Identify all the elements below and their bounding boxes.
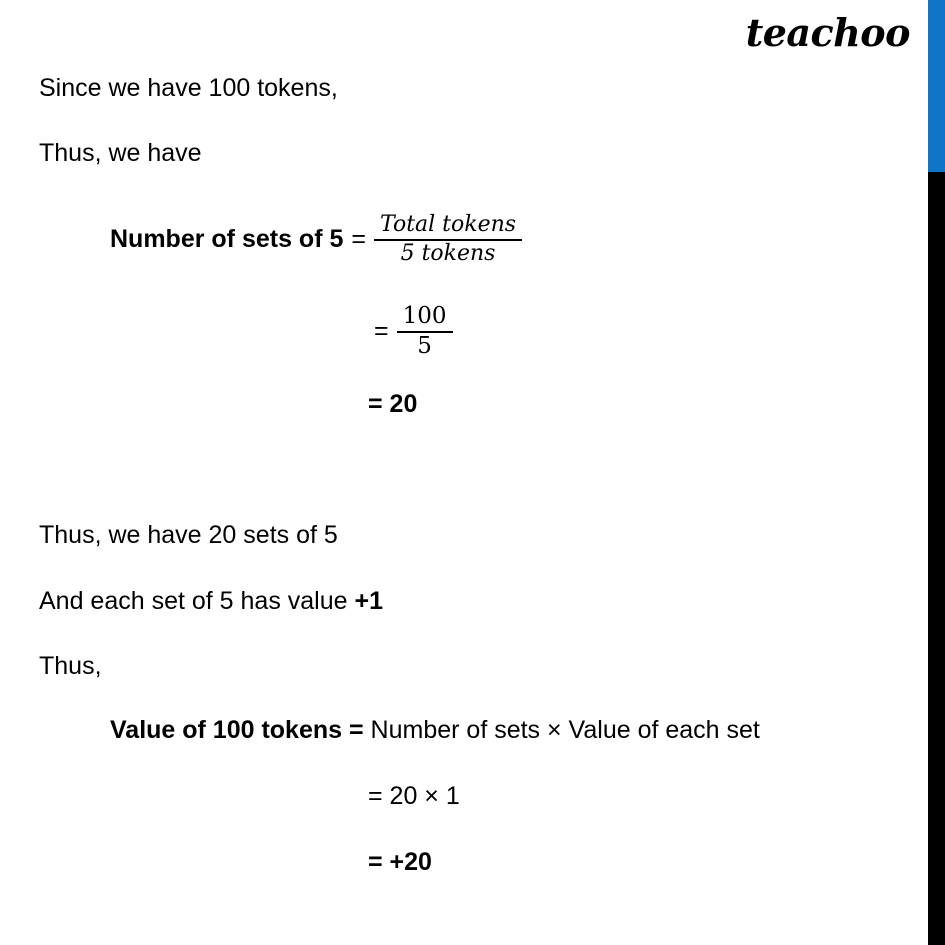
fraction-100-over-5 — [397, 303, 453, 361]
equation-result-20: = 20 — [368, 390, 418, 418]
equation-value-of-100-tokens — [110, 718, 760, 743]
equation-100-over-5 — [366, 303, 453, 361]
fraction-numerator-total-tokens: Total tokens — [374, 212, 522, 241]
equals-sign-1: = — [351, 225, 366, 254]
fraction-numerator-100: 100 — [397, 303, 453, 333]
text-line-thus-we-have-20-sets-of-5: Thus, we have 20 sets of 5 — [39, 521, 338, 549]
equation-final-result-plus-20: = +20 — [368, 848, 432, 876]
text-line-each-set-of-5-has-value — [39, 589, 383, 614]
text-line-since-we-have-100-tokens: Since we have 100 tokens, — [39, 74, 338, 102]
text-line-thus: Thus, — [39, 652, 102, 680]
text-line-thus-we-have: Thus, we have — [39, 139, 202, 167]
equation-expression-sets-times-value: Number of sets × Value of each set — [370, 716, 760, 744]
right-edge-black-bar — [928, 172, 945, 945]
value-plus-one: +1 — [354, 587, 384, 615]
equation-label-value-of-100-tokens: Value of 100 tokens = — [110, 716, 364, 744]
right-edge-blue-bar — [928, 0, 945, 172]
fraction-denominator-5-tokens: 5 tokens — [400, 240, 496, 266]
equals-sign-2: = — [374, 317, 389, 346]
fraction-denominator-5: 5 — [417, 332, 432, 359]
teachoo-logo: teachoo — [745, 10, 910, 55]
equation-label-number-of-sets-of-5: Number of sets of 5 — [110, 225, 344, 254]
fraction-total-tokens-over-5-tokens — [374, 212, 522, 267]
equation-number-of-sets-of-5 — [110, 212, 522, 267]
text-each-set-prefix: And each set of 5 has value — [39, 587, 348, 615]
equation-result-20-times-1: = 20 × 1 — [368, 782, 460, 810]
